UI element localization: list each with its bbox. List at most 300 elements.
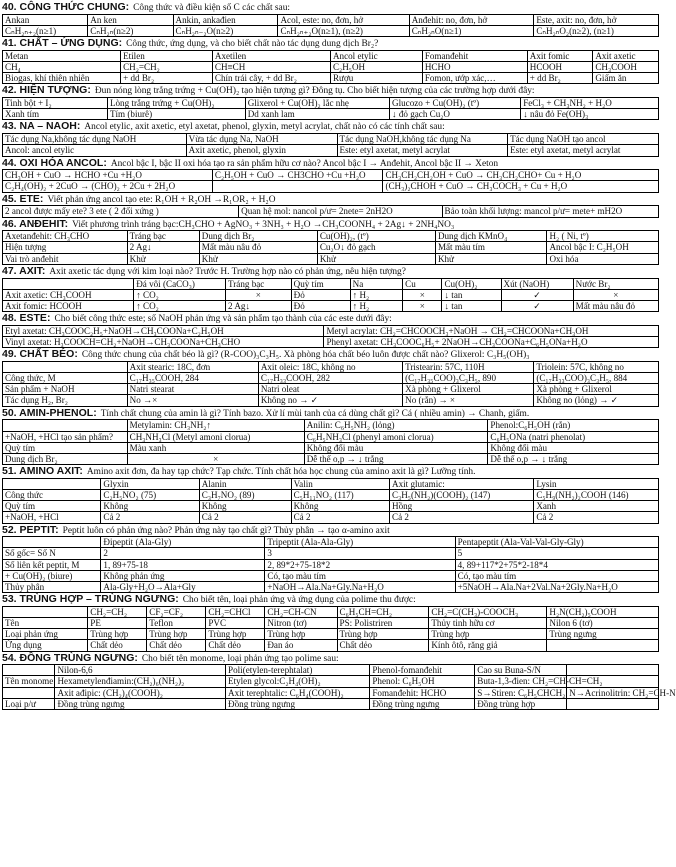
table-cell: Giấm ăn xyxy=(593,73,659,84)
table-cell: Cu(OH)₂ xyxy=(442,278,501,289)
table-cell: Tác dụng NaOH,không tác dụng Na xyxy=(337,134,508,145)
section-header xyxy=(2,121,659,133)
table-cell: Cả 2 xyxy=(291,512,389,523)
table-cell: Axit glutamic: xyxy=(390,478,534,489)
table-cell: HCHO xyxy=(422,62,527,73)
section xyxy=(2,525,659,594)
table-row xyxy=(3,629,659,640)
section-table xyxy=(2,536,659,593)
table-cell: CH₂=CH-CN xyxy=(265,606,337,617)
table-cell: Ankan xyxy=(3,14,88,25)
table-cell: Công thức, M xyxy=(3,373,128,384)
table-cell: 2 xyxy=(101,548,265,559)
section-title: 50. AMIN-PHENOL: xyxy=(2,406,97,419)
table-cell: Chất dẻo xyxy=(206,640,265,651)
table-cell: 1, 89+75-18 xyxy=(101,559,265,570)
table-cell: Trùng hợp xyxy=(206,629,265,640)
table-cell: C₁₇H₃₅COOH, 284 xyxy=(127,373,258,384)
table-cell: Cả 2 xyxy=(534,512,659,523)
table-row xyxy=(3,14,659,25)
table-cell: Nitron (tơ) xyxy=(265,618,337,629)
section-question: Cho biết công thức este; số NaOH phản ứng và sản phẩm tạo thành của các este dưới đây: xyxy=(54,314,392,325)
table-cell: Quỳ tím xyxy=(3,501,101,512)
table-cell xyxy=(3,665,55,676)
table-row xyxy=(3,62,659,73)
table-cell: CₙH₂ₙO(n≥1) xyxy=(409,25,534,36)
section-question: Công thức, ứng dụng, và cho biết chất nào tác dụng dung dịch Br₂? xyxy=(126,39,379,50)
table-cell: Etilen xyxy=(121,50,213,61)
table-cell: 3 xyxy=(265,548,455,559)
table-cell: C₂H₅NO₂ (75) xyxy=(101,489,199,500)
table-cell: Quan hệ mol: nancol p/ư= 2nete= 2nH2O xyxy=(239,206,442,217)
table-row xyxy=(3,640,659,651)
table-cell: CH₃CH₂CH₂OH + CuO → CH₃CH₂CHO+ Cu + H₂O xyxy=(383,170,659,181)
table-cell: H₂N(CH₂)₅COOH xyxy=(547,606,659,617)
table-cell: (CH₃)₂CHOH + CuO → CH₃COCH₃ + Cu + H₂O xyxy=(383,181,659,192)
table-row xyxy=(3,134,659,145)
section-header xyxy=(2,85,659,97)
section-header xyxy=(2,525,659,537)
table-cell: Thủy tinh hữu cơ xyxy=(429,618,547,629)
table-cell: Etylen glycol:C₂H₄(OH)₂ xyxy=(226,676,370,687)
table-cell: Nước Br₂ xyxy=(573,278,658,289)
section-table xyxy=(2,97,659,120)
table-row xyxy=(3,665,659,676)
table-cell: ↓ đỏ gạch Cu₂O xyxy=(390,109,521,120)
section-header xyxy=(2,158,659,170)
table-cell: 5 xyxy=(455,548,658,559)
section xyxy=(2,466,659,523)
table-cell: Phenol: C₆H₅OH xyxy=(370,676,475,687)
table-cell: Fomanđehit: HCHO xyxy=(370,687,475,698)
table-cell: Đipeptit (Ala-Gly) xyxy=(101,537,265,548)
table-cell: Metyl acrylat: CH₂=CHCOOCH₃+NaOH → CH₂=CHCOONa+CH₃OH xyxy=(324,325,659,336)
table-cell: 2 ancol được mấy ete? 3 ete ( 2 đối xứng ) xyxy=(3,206,239,217)
section-title: 52. PEPTIT: xyxy=(2,523,59,536)
table-cell: ↑ CO₂ xyxy=(134,289,226,300)
section xyxy=(2,85,659,120)
table-cell: PS: Polistriren xyxy=(337,618,429,629)
table-cell: Công thức xyxy=(3,489,101,500)
table-cell xyxy=(3,361,128,372)
table-cell: Pentapeptit (Ala-Val-Val-Gly-Gly) xyxy=(455,537,658,548)
table-cell: Xà phòng + Glixerol xyxy=(534,384,659,395)
table-cell: Đỏ xyxy=(291,300,350,311)
table-cell: ↓ nâu đỏ Fe(OH)₃ xyxy=(521,109,659,120)
table-cell: Tên xyxy=(3,618,88,629)
table-cell: Oxi hóa xyxy=(547,253,659,264)
table-cell xyxy=(3,687,55,698)
table-cell: Vai trò anđehit xyxy=(3,253,128,264)
table-cell: Dung dịch Br₂ xyxy=(3,453,128,464)
table-row xyxy=(3,606,659,617)
table-cell xyxy=(3,278,134,289)
table-cell: Khử xyxy=(199,253,317,264)
table-cell: +NaOH, +HCl xyxy=(3,512,101,523)
table-cell: Có, tạo màu tím xyxy=(455,570,658,581)
table-cell: Không đổi màu xyxy=(488,442,659,453)
table-cell: Axetilen xyxy=(212,50,330,61)
table-cell: Quỳ tím xyxy=(3,442,128,453)
table-cell: Tráng bạc xyxy=(226,278,292,289)
section-header xyxy=(2,2,659,14)
table-cell: Axit axetic xyxy=(593,50,659,61)
section-header xyxy=(2,653,659,665)
table-cell: Không phản ứng xyxy=(101,570,265,581)
table-cell: Không xyxy=(101,501,199,512)
table-cell: N→Acrinolitrin: CH₂=CH-N xyxy=(567,687,659,698)
table-cell: CH₂=CH₂ xyxy=(88,606,147,617)
section-table xyxy=(2,14,659,37)
table-cell: ↑ H₂ xyxy=(350,289,402,300)
table-row xyxy=(3,384,659,395)
table-row xyxy=(3,570,659,581)
table-cell: CₙH₂ₙ₋₂O(n≥2) xyxy=(173,25,278,36)
table-cell: Tác dụng Na,không tác dụng NaOH xyxy=(3,134,187,145)
table-cell: Axit axetic: CH₃COOH xyxy=(3,289,134,300)
section-title: 45. ETE: xyxy=(2,192,44,205)
table-cell: Dễ thế o,p → ↓ trắng xyxy=(488,453,659,464)
table-cell: Tên monome xyxy=(3,676,55,687)
section-title: 48. ESTE: xyxy=(2,312,51,325)
table-row xyxy=(3,242,659,253)
table-row xyxy=(3,431,659,442)
table-cell: Metylamin: CH₃NH₂↑ xyxy=(127,420,304,431)
table-cell: C₁₇H₃₃COOH, 282 xyxy=(258,373,402,384)
table-row xyxy=(3,289,659,300)
table-cell: Đan áo xyxy=(265,640,337,651)
table-cell: Đá vôi (CaCO₃) xyxy=(134,278,226,289)
table-cell: Vừa tác dụng Na, NaOH xyxy=(186,134,337,145)
section-question: Viết phương trình tráng bạc:CH₃CHO + AgNO₃ + 3NH₃ + H₂O →CH₃COONH₄ + 2Ag↓ + 2NH₄NO₃ xyxy=(72,219,455,230)
table-cell: Cả 2 xyxy=(390,512,534,523)
section-header xyxy=(2,466,659,478)
table-cell: C₂H₄(OH)₂ + 2CuO → (CHO)₂ + 2Cu + 2H₂O xyxy=(3,181,213,192)
table-cell: Nilon 6 (tơ) xyxy=(547,618,659,629)
table-cell: Đỏ xyxy=(291,289,350,300)
section xyxy=(2,194,659,218)
table-cell: Chín trái cây, + dd Br₂ xyxy=(212,73,330,84)
section-question: Tính chất chung của amin là gì? Tính bazo. Xử lí mùi tanh của cá dùng chất gì? Cá ( nhiều amin) → Chanh, giấm. xyxy=(100,408,530,419)
table-row xyxy=(3,442,659,453)
table-cell: Khử xyxy=(435,253,547,264)
section-title: 41. CHẤT – ỨNG DỤNG: xyxy=(2,37,123,50)
table-cell: ↑ CO₂ xyxy=(134,300,226,311)
table-cell: Lysin xyxy=(534,478,659,489)
table-cell: CH₃COOH xyxy=(593,62,659,73)
table-cell: Vinyl axetat: H₃COOCH=CH₂+NaOH→CH₃COONa+CH₃CHO xyxy=(3,337,324,348)
table-row xyxy=(3,395,659,406)
table-cell: PE xyxy=(88,618,147,629)
table-cell: Xanh xyxy=(534,501,659,512)
table-cell: 2 Ag↓ xyxy=(226,300,292,311)
table-cell: Cao su Buna-S/N xyxy=(475,665,567,676)
section-question: Axit axetic tác dụng với kim loại nào? Trước H. Trường hợp nào có phản ứng, nêu hiện tượng? xyxy=(49,266,406,277)
section xyxy=(2,158,659,193)
table-row xyxy=(3,300,659,311)
table-cell: CH₃OH + CuO → HCHO +Cu +H₂O xyxy=(3,170,213,181)
table-cell: Xút (NaOH) xyxy=(501,278,573,289)
table-cell: Fomanđehit xyxy=(422,50,527,61)
section xyxy=(2,349,659,406)
table-cell xyxy=(567,698,659,709)
table-cell: Không xyxy=(199,501,291,512)
section-question: Peptit luôn có phản ứng nào? Phản ứng này tạo chất gì? Thủy phân → tạo α-amino axit xyxy=(62,525,390,536)
section xyxy=(2,408,659,465)
table-row xyxy=(3,253,659,264)
table-cell: C₃H₇NO₂ (89) xyxy=(199,489,291,500)
table-cell: Tristearin: 57C, 110H xyxy=(403,361,534,372)
section-table xyxy=(2,230,659,265)
table-cell: C₅H₉(NH₂)₂COOH (146) xyxy=(534,489,659,500)
table-cell: Valin xyxy=(291,478,389,489)
table-cell: +NaOH, +HCl tạo sản phẩm? xyxy=(3,431,128,442)
table-cell: Ancol: ancol etylic xyxy=(3,145,187,156)
table-cell: Đồng trùng hợp xyxy=(475,698,567,709)
table-cell: Acol, este: no, đơn, hở xyxy=(278,14,409,25)
table-cell: Cả 2 xyxy=(101,512,199,523)
table-cell: Hexametylenđiamin:(CH₂)₆(NH₂)₂ xyxy=(55,676,226,687)
section-title: 46. ANĐEHIT: xyxy=(2,217,69,230)
table-cell: × xyxy=(573,289,658,300)
table-row xyxy=(3,501,659,512)
table-cell: Cu₂O↓ đỏ gạch xyxy=(317,242,435,253)
table-row xyxy=(3,145,659,156)
table-cell: Mất màu nâu đỏ xyxy=(199,242,317,253)
section-question: Ancol bậc I, bậc II oxi hóa tạo ra sản phẩm hữu cơ nào? Ancol bậc I → Anđehit, Ancol bậc II → Xeton xyxy=(110,158,499,169)
table-cell: Axit axetic, phenol, glyxin xyxy=(186,145,337,156)
table-cell: Cu(OH)₂, (tº) xyxy=(317,231,435,242)
table-cell: Biogas, khí thiên nhiên xyxy=(3,73,121,84)
section xyxy=(2,121,659,156)
section-title: 44. OXI HÓA ANCOL: xyxy=(2,156,107,169)
table-row xyxy=(3,478,659,489)
table-cell: Axit stearic: 18C, đơn xyxy=(127,361,258,372)
section-title: 51. AMINO AXIT: xyxy=(2,465,83,478)
table-cell: CF₂=CF₂ xyxy=(147,606,206,617)
section-table xyxy=(2,325,659,348)
table-cell: FeCl₃ + CH₃NH₂ + H₂O xyxy=(521,98,659,109)
section-title: 42. HIỆN TƯỢNG: xyxy=(2,84,91,97)
section-question: Amino axit đơn, đa hay tạp chức? Tạp chức. Tính chất hóa học chung của amino axit là gì? Lưỡng tính. xyxy=(86,467,476,478)
table-cell: Trùng hợp xyxy=(429,629,547,640)
section-title: 53. TRÙNG HỢP – TRÙNG NGƯNG: xyxy=(2,593,179,606)
table-cell: PVC xyxy=(206,618,265,629)
section-header xyxy=(2,313,659,325)
table-row xyxy=(3,361,659,372)
table-row xyxy=(3,206,659,217)
table-cell: Nilon-6,6 xyxy=(55,665,226,676)
table-row xyxy=(3,489,659,500)
table-cell: Este, axit: no, đơn, hở xyxy=(534,14,659,25)
table-cell: S→Stiren: C₆H₅CHCH₂ xyxy=(475,687,567,698)
section xyxy=(2,594,659,651)
table-cell: Tác dụng H₂, Br₂ xyxy=(3,395,128,406)
table-cell: CH₂=CH₂ xyxy=(121,62,213,73)
table-cell: Kính ôtô, răng giả xyxy=(429,640,547,651)
table-cell: Trùng hợp xyxy=(88,629,147,640)
table-cell: Chất dẻo xyxy=(147,640,206,651)
table-cell: CH₃NH₃Cl (Metyl amoni clorua) xyxy=(127,431,304,442)
table-cell: C₅H₁₁NO₂ (117) xyxy=(291,489,389,500)
table-row xyxy=(3,278,659,289)
section-question: Công thức chung của chất béo là gì? (R-COO)₃C₃H₅. Xà phòng hóa chất béo luôn được chất nào? Glixerol: C₃H₅(OH)₃ xyxy=(81,350,530,361)
table-cell: Anilin: C₆H₅NH₂ (lỏng) xyxy=(304,420,488,431)
section xyxy=(2,313,659,348)
table-cell: Este: etyl axetat, metyl acrylat xyxy=(337,145,508,156)
table-cell: Dung dịch Br₂ xyxy=(199,231,317,242)
table-cell: Glucozo + Cu(OH)₂ (tº) xyxy=(390,98,521,109)
table-cell: Cu xyxy=(403,278,442,289)
table-cell xyxy=(212,181,383,192)
table-row xyxy=(3,581,659,592)
section xyxy=(2,266,659,312)
table-cell: Na xyxy=(350,278,402,289)
table-cell: +5NaOH→Ala.Na+2Val.Na+2Gly.Na+H₂O xyxy=(455,581,658,592)
table-cell: Axit fomic xyxy=(527,50,593,61)
table-cell: Tím (biurê) xyxy=(107,109,245,120)
table-cell: Tráng bạc xyxy=(127,231,199,242)
section-table xyxy=(2,133,659,156)
table-cell: Trùng hợp xyxy=(147,629,206,640)
table-cell: Ancol etylic xyxy=(330,50,422,61)
table-cell: Trùng hợp xyxy=(265,629,337,640)
table-row xyxy=(3,548,659,559)
section xyxy=(2,651,676,710)
chemistry-summary-page xyxy=(2,1,676,710)
table-cell: Tác dụng NaOH tạo ancol xyxy=(508,134,659,145)
table-cell: Teflon xyxy=(147,618,206,629)
table-row xyxy=(3,676,659,687)
table-cell: CH≡CH xyxy=(212,62,330,73)
table-cell: ↓ tan xyxy=(442,300,501,311)
table-cell: + Cu(OH)₂ (biure) xyxy=(3,570,101,581)
table-cell: 4, 89+117*2+75*2-18*4 xyxy=(455,559,658,570)
table-row xyxy=(3,373,659,384)
table-cell: Đồng trùng ngưng xyxy=(370,698,475,709)
table-cell: Đồng trùng ngưng xyxy=(55,698,226,709)
table-cell: HCOOH xyxy=(527,62,593,73)
section xyxy=(2,38,659,84)
table-cell: No (rắn) → × xyxy=(403,395,534,406)
table-cell xyxy=(3,478,101,489)
table-cell: Natri stearat xyxy=(127,384,258,395)
section-table xyxy=(2,278,659,313)
table-cell: CₙH₂ₙO₂(n≥2), (n≥1) xyxy=(534,25,659,36)
table-cell: Ancol bậc I: C₂H₅OH xyxy=(547,242,659,253)
table-cell: Phenol:C₆H₅OH (rắn) xyxy=(488,420,659,431)
table-cell: Rượu xyxy=(330,73,422,84)
table-cell: + dd Br₂ xyxy=(527,73,593,84)
table-row xyxy=(3,687,659,698)
table-cell: Loại p/ư xyxy=(3,698,55,709)
table-cell: Buta-1,3-đien: CH₂=CH-CH=CH₂ xyxy=(475,676,567,687)
table-row xyxy=(3,50,659,61)
section-title: 54. ĐỒNG TRÙNG NGƯNG: xyxy=(2,651,138,664)
section-table xyxy=(2,361,659,407)
table-cell: Loại phản ứng xyxy=(3,629,88,640)
table-cell: CH₂=CHCl xyxy=(206,606,265,617)
section-question: Ancol etylic, axit axetic, etyl axetat, phenol, glyxin, metyl acrylat, chất nào có các tính chất sau: xyxy=(84,122,445,133)
section-table xyxy=(2,664,676,710)
table-cell: Sản phẩm + NaOH xyxy=(3,384,128,395)
table-cell: ✓ xyxy=(501,289,573,300)
table-cell: Thủy phân xyxy=(3,581,101,592)
section-question: Công thức và điều kiện số C các chất sau: xyxy=(133,3,291,13)
table-cell: Cả 2 xyxy=(199,512,291,523)
table-cell: 2, 89*2+75-18*2 xyxy=(265,559,455,570)
table-cell: × xyxy=(127,453,304,464)
table-cell: CₙH₂ₙ₊₂O(n≥1), (n≥2) xyxy=(278,25,409,36)
table-cell: Poli(etylen-terephtalat) xyxy=(226,665,370,676)
section xyxy=(2,2,659,37)
table-cell: Dd xanh lam xyxy=(245,109,389,120)
table-cell: Trùng hợp xyxy=(337,629,429,640)
table-cell xyxy=(3,606,88,617)
table-cell: Không no (lỏng) → ✓ xyxy=(534,395,659,406)
table-cell: Etyl axetat: CH₃COOC₂H₅+NaOH→CH₃COONa+C₂H₅OH xyxy=(3,325,324,336)
table-cell: Đồng trùng ngưng xyxy=(226,698,370,709)
table-cell: Anđehit: no, đơn, hở xyxy=(409,14,534,25)
table-cell: Axit fomic: HCOOH xyxy=(3,300,134,311)
section-question: Cho biết tên monome, loại phản ứng tạo polime sau: xyxy=(141,653,339,664)
table-cell: C₂H₅OH xyxy=(330,62,422,73)
section-table xyxy=(2,606,659,652)
section-header xyxy=(2,219,659,231)
table-row xyxy=(3,98,659,109)
table-row xyxy=(3,559,659,570)
table-cell: Mất màu nâu đỏ xyxy=(573,300,658,311)
table-row xyxy=(3,25,659,36)
table-cell: Glyxin xyxy=(101,478,199,489)
table-cell: CₙH₂ₙ(n≥2) xyxy=(88,25,173,36)
table-cell: Fomon, ướp xác,… xyxy=(422,73,527,84)
table-cell: CₙH₂ₙ₊₂(n≥1) xyxy=(3,25,88,36)
table-row xyxy=(3,109,659,120)
table-cell: Chất dẻo xyxy=(337,640,429,651)
table-cell: C₃H₅(NH₂)(COOH)₂ (147) xyxy=(390,489,534,500)
section-title: 49. CHẤT BÉO: xyxy=(2,348,78,361)
table-cell: Tripeptit (Ala-Ala-Gly) xyxy=(265,537,455,548)
table-cell: Màu xanh xyxy=(127,442,304,453)
table-row xyxy=(3,337,659,348)
table-cell: × xyxy=(226,289,292,300)
table-cell: Quỳ tím xyxy=(291,278,350,289)
table-cell: Ankin, ankađien xyxy=(173,14,278,25)
table-cell: Ala-Gly+H₂O→Ala+Gly xyxy=(101,581,265,592)
table-cell: CH₂=C(CH₃)-COOCH₃ xyxy=(429,606,547,617)
section-table xyxy=(2,50,659,85)
table-cell: × xyxy=(403,300,442,311)
table-row xyxy=(3,170,659,181)
table-cell xyxy=(567,665,659,676)
table-cell: Khử xyxy=(317,253,435,264)
section-table xyxy=(2,169,659,192)
table-row xyxy=(3,698,659,709)
table-cell: C₆H₅NH₃Cl (phenyl amoni clorua) xyxy=(304,431,488,442)
table-cell: Ứng dụng xyxy=(3,640,88,651)
table-cell: 2 Ag↓ xyxy=(127,242,199,253)
section-question: Cho biết tên, loại phản ứng và ứng dụng của polime thu được: xyxy=(182,595,416,606)
table-row xyxy=(3,73,659,84)
table-cell: Mất màu tím xyxy=(435,242,547,253)
section-header xyxy=(2,266,659,278)
table-cell: Dễ thế o,p → ↓ trắng xyxy=(304,453,488,464)
table-cell: Phenol-fomanđehit xyxy=(370,665,475,676)
table-cell: +NaOH→Ala.Na+Gly.Na+H₂O xyxy=(265,581,455,592)
table-cell: Xanh tím xyxy=(3,109,108,120)
table-cell: C₆H₅CH=CH₂ xyxy=(337,606,429,617)
